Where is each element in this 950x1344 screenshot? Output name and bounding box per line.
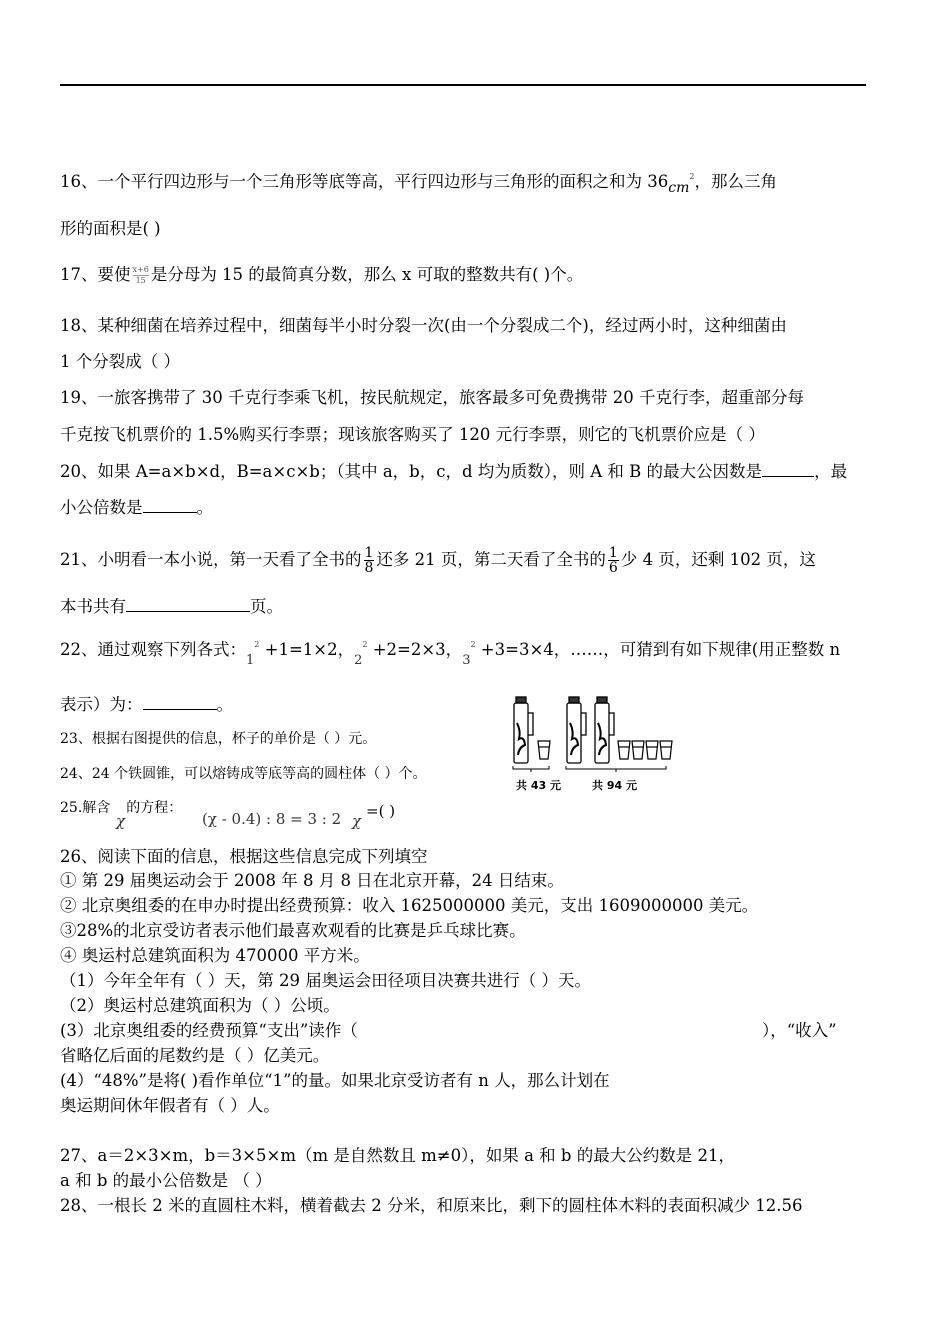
- q22-term-2-rest: +2=2×3，: [367, 640, 463, 659]
- q21-text-c: 少 4 页，还剩 102 页，这: [620, 550, 816, 569]
- question-22-line-2: [60, 693, 233, 716]
- q22-term-1-base: 1: [246, 653, 255, 668]
- q26-sub-3-text-a: (3）北京奥组委的经费预算“支出”读作（: [60, 1021, 358, 1040]
- figure-label-right: 共 94 元: [592, 779, 637, 792]
- q25-text-b: 的方程：: [126, 800, 183, 816]
- q26-info-1: ① 第 29 届奥运动会于 2008 年 8 月 8 日在北京开幕，24 日结束。: [60, 871, 564, 890]
- q21-text-d: 本书共有: [60, 597, 126, 616]
- q17-fraction-numerator: x+6: [132, 265, 149, 274]
- q25-variable-2: χ: [352, 812, 362, 830]
- q20-text-a: 20、如果 A=a×b×d，B=a×c×b；（其中 a，b，c，d 均为质数），则 A 和 B 的最大公因数是: [60, 462, 763, 481]
- question-17: [60, 264, 583, 286]
- question-20-line-2: [60, 496, 213, 519]
- q16-unit: cm: [668, 180, 690, 196]
- q17-fraction: [133, 266, 149, 285]
- q21-blank[interactable]: [126, 595, 250, 612]
- q21-fraction-2: [608, 546, 619, 575]
- question-21-line-1: [60, 546, 816, 575]
- thermos-and-cups-figure: [508, 693, 676, 797]
- q26-info-4: ④ 奥运村总建筑面积为 470000 平方米。: [60, 946, 370, 965]
- thermos-icon: [514, 697, 533, 763]
- q17-text-b: 是分母为 15 的最简真分数，那么 x 可取的整数共有( )个。: [150, 265, 584, 284]
- question-18-line-2: 1 个分裂成（ ）: [60, 352, 180, 371]
- q26-sub-4-line-1: (4）“48%”是将( )看作单位“1”的量。如果北京受访者有 n 人，那么计划在: [60, 1071, 610, 1090]
- q21-fraction-1-numerator: 1: [364, 545, 374, 561]
- q26-info-3: ③28%的北京受访者表示他们最喜欢观看的比赛是乒乓球比赛。: [60, 921, 526, 940]
- question-21-line-2: [60, 595, 283, 618]
- q21-text-a: 21、小明看一本小说，第一天看了全书的: [60, 550, 362, 569]
- figure-label-left: 共 43 元: [516, 779, 561, 792]
- question-26-title: 26、阅读下面的信息，根据这些信息完成下列填空: [60, 847, 428, 866]
- q21-text-e: 页。: [250, 597, 283, 616]
- thermos-icon-3: [595, 697, 614, 763]
- q22-term-1-exponent: 2: [254, 640, 260, 649]
- question-20-line-1: [60, 460, 847, 483]
- q22-term-2-base: 2: [354, 653, 363, 668]
- q21-fraction-2-numerator: 1: [608, 545, 618, 561]
- q26-info-2: ② 北京奥组委的在申办时提出经费预算：收入 1625000000 美元，支出 1609000000 美元。: [60, 896, 759, 915]
- header-rule: [60, 84, 866, 86]
- question-16-line-1: [60, 166, 777, 199]
- q26-sub-4-line-2: 奥运期间休年假者有（ ）人。: [60, 1096, 280, 1115]
- q22-term-1-rest: +1=1×2，: [259, 640, 355, 659]
- q22-text-c: 。: [216, 695, 233, 714]
- q22-term-3-rest: +3=3×4，……，可猜到有如下规律(用正整数 n: [475, 640, 841, 659]
- q17-fraction-denominator: 15: [135, 276, 146, 285]
- q22-term-3-base: 3: [462, 653, 471, 668]
- thermos-icon-2: [567, 697, 586, 763]
- q22-text-b: 表示）为：: [60, 695, 143, 714]
- q17-text-a: 17、要使: [60, 265, 131, 284]
- q20-blank-gcd[interactable]: [762, 460, 814, 477]
- question-27-line-2: a 和 b 的最小公倍数是 （ ）: [60, 1171, 272, 1190]
- question-27-line-1: 27、a＝2×3×m，b＝3×5×m（m 是自然数且 m≠0），如果 a 和 b 的最大公约数是 21，: [60, 1146, 735, 1165]
- q20-blank-lcm[interactable]: [143, 496, 197, 513]
- cup-icons: [618, 741, 672, 759]
- question-28: 28、一根长 2 米的直圆柱木料，横着截去 2 分米，和原来比，剩下的圆柱体木料的表面积减少 12.56: [60, 1196, 803, 1215]
- q26-sub-2: （2）奥运村总建筑面积为（ ）公顷。: [60, 996, 340, 1015]
- q21-fraction-1-denominator: 8: [364, 560, 374, 576]
- q22-blank[interactable]: [143, 693, 217, 710]
- question-23: 23、根据右图提供的信息，杯子的单价是（ ）元。: [60, 731, 377, 747]
- q20-text-c: 小公倍数是: [60, 498, 143, 517]
- question-16-line-2: 形的面积是( ): [60, 219, 161, 238]
- q25-text-a: 25.解含: [60, 800, 111, 816]
- question-24: 24、24 个铁圆锥，可以熔铸成等底等高的圆柱体（ ）个。: [60, 766, 427, 782]
- q21-fraction-2-denominator: 6: [608, 560, 618, 576]
- q26-sub-3-text-b: ），“收入”: [762, 1021, 837, 1040]
- q22-text-a: 22、通过观察下列各式：: [60, 640, 246, 659]
- q26-sub-3-line-2: 省略亿后面的尾数约是（ ）亿美元。: [60, 1046, 330, 1065]
- q26-sub-1: （1）今年全年有（ ）天，第 29 届奥运会田径项目决赛共进行（ ）天。: [60, 971, 591, 990]
- q21-fraction-1: [364, 546, 375, 575]
- q22-term-2-exponent: 2: [362, 640, 368, 649]
- question-18-line-1: 18、某种细菌在培养过程中，细菌每半小时分裂一次(由一个分裂成二个)，经过两小时，这种细菌由: [60, 316, 787, 335]
- q20-text-d: 。: [196, 498, 213, 517]
- q16-text-b: ，那么三角: [694, 172, 777, 191]
- q25-variable: χ: [116, 812, 126, 830]
- q25-equation: (χ - 0.4) : 8 = 3 : 2: [202, 810, 342, 828]
- q21-text-b: 还多 21 页，第二天看了全书的: [376, 550, 606, 569]
- question-22-line-1: [60, 634, 840, 672]
- question-19-line-2: 千克按飞机票价的 1.5%购买行李票；现该旅客购买了 120 元行李票，则它的飞机票价应是（ ）: [60, 425, 765, 444]
- q16-unit-exponent: 2: [689, 172, 695, 181]
- cup-icon: [538, 741, 550, 759]
- q22-term-3-exponent: 2: [470, 640, 476, 649]
- q16-text-a: 16、一个平行四边形与一个三角形等底等高，平行四边形与三角形的面积之和为 36: [60, 172, 669, 191]
- q26-sub-3-line-1: [60, 1020, 358, 1042]
- q25-answer-blank[interactable]: =( ): [366, 802, 396, 820]
- left-brace: [513, 766, 549, 772]
- question-19-line-1: 19、一旅客携带了 30 千克行李乘飞机，按民航规定，旅客最多可免费携带 20 千克行李，超重部分每: [60, 388, 804, 407]
- right-brace: [566, 766, 666, 772]
- q20-text-b: ，最: [814, 462, 848, 481]
